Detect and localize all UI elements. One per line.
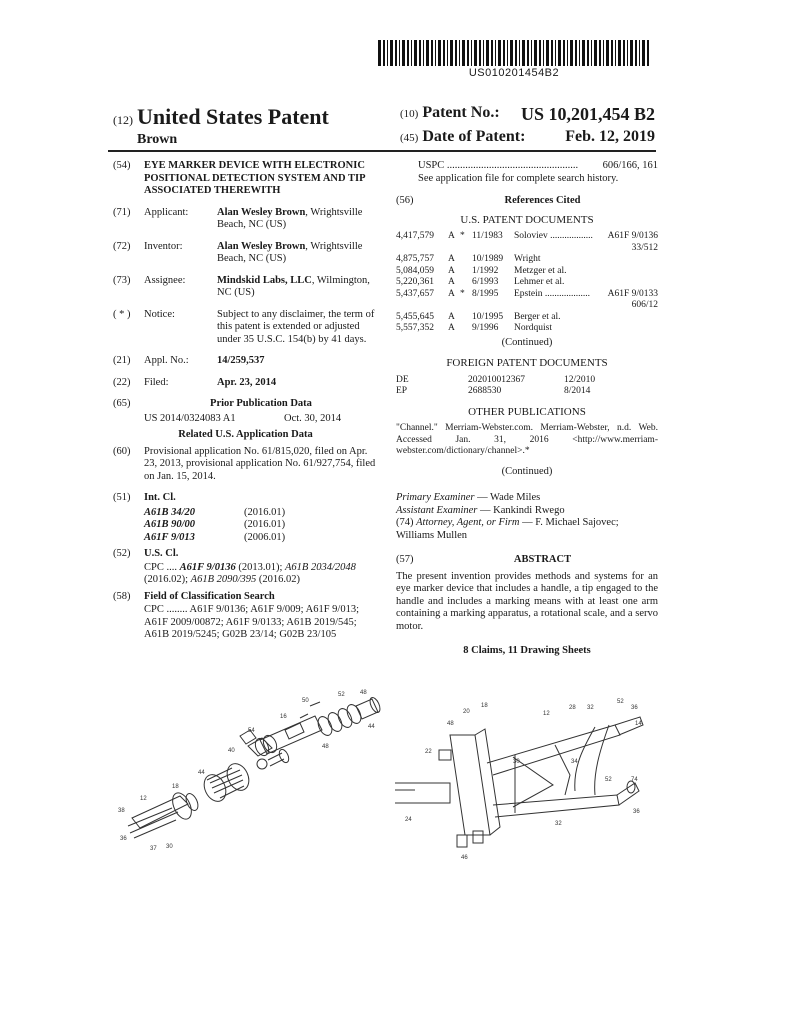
header-rule xyxy=(108,150,656,152)
barcode-bar xyxy=(627,40,628,66)
svg-text:32: 32 xyxy=(587,705,594,711)
barcode-bar xyxy=(395,40,397,66)
ref-name: Soloviev .................. xyxy=(514,231,593,241)
patent-number: US 10,201,454 B2 xyxy=(520,104,655,124)
us-doc-row xyxy=(396,254,658,266)
inventor-surname: Brown xyxy=(137,132,178,147)
svg-text:36: 36 xyxy=(120,836,127,842)
title-entry: (54) EYE MARKER DEVICE WITH ELECTRONIC POSITIONAL DETECTION SYSTEM AND TIP ASSOCIATED THEREWITH xyxy=(113,160,378,198)
barcode-bar xyxy=(510,40,513,66)
us-doc-row xyxy=(396,277,658,289)
right-column xyxy=(396,160,658,658)
barcode-bar xyxy=(603,40,604,66)
barcode-bar xyxy=(582,40,585,66)
barcode-bar xyxy=(587,40,589,66)
svg-text:12: 12 xyxy=(543,711,550,717)
related-title: Related U.S. Application Data xyxy=(178,429,313,440)
barcode-bar xyxy=(606,40,609,66)
appl-number: 14/259,537 xyxy=(217,355,265,366)
barcode-bar xyxy=(486,40,489,66)
barcode-bar xyxy=(555,40,556,66)
intcl-version: (2016.01) xyxy=(244,519,286,530)
filed-entry: (22) Filed: Apr. 23, 2014 xyxy=(113,377,378,390)
ref-name: Berger et al. xyxy=(514,311,561,322)
barcode-bar xyxy=(450,40,453,66)
inventor-entry: (72) Inventor: Alan Wesley Brown, Wrightsville Beach, NC (US) xyxy=(113,240,363,264)
date-label: Date of Patent: xyxy=(422,128,526,145)
code-12: (12) xyxy=(113,113,133,127)
barcode-bar xyxy=(407,40,409,66)
us-doc-row xyxy=(396,323,658,335)
barcode-bar xyxy=(503,40,505,66)
intcl-class: A61B 90/00 xyxy=(144,519,196,530)
prior-entry: (65) Prior Publication Data xyxy=(113,398,312,409)
foreign-country: EP xyxy=(396,386,408,396)
barcode-bar xyxy=(563,40,565,66)
ref-number: 5,455,645 xyxy=(396,311,434,322)
barcode xyxy=(378,40,650,66)
svg-text:44: 44 xyxy=(198,770,205,776)
barcode-bar xyxy=(431,40,433,66)
primary-examiner: Primary Examiner — Wade Miles xyxy=(396,492,541,503)
abstract-heading: (57) ABSTRACT xyxy=(396,554,572,565)
intcl-row xyxy=(144,532,378,545)
ref-number: 4,875,757 xyxy=(396,254,434,264)
barcode-bar xyxy=(479,40,481,66)
barcode-bar xyxy=(435,40,436,66)
barcode-bar xyxy=(455,40,457,66)
foreign-doc-row xyxy=(396,386,658,398)
claims-summary: 8 Claims, 11 Drawing Sheets xyxy=(463,645,591,656)
ref-kind: A xyxy=(448,323,455,333)
doc-type: United States Patent xyxy=(137,104,329,129)
barcode-bar xyxy=(411,40,412,66)
svg-text:50: 50 xyxy=(302,698,309,704)
ref-name: Wright xyxy=(514,254,541,264)
barcode-bar xyxy=(551,40,553,66)
uspc-line: USPC .................................................. 606/166, 161 xyxy=(418,160,658,171)
svg-text:48: 48 xyxy=(322,744,329,750)
svg-text:20: 20 xyxy=(463,709,470,715)
svg-text:46: 46 xyxy=(461,855,468,861)
ref-class-2: 33/512 xyxy=(631,242,658,253)
other-pubs-text: "Channel." Merriam-Webster.com. Merriam-Webster, n.d. Web. Accessed Jan. 31, 2016 <http://www.merriam-webster.com/dictionary/channel>.* xyxy=(396,423,658,456)
us-docs-title: U.S. PATENT DOCUMENTS xyxy=(460,213,594,226)
ref-date: 11/1983 xyxy=(472,231,503,241)
barcode-bar xyxy=(546,40,549,66)
barcode-bar xyxy=(539,40,541,66)
header-left xyxy=(113,104,329,148)
provisional-entry: (60) Provisional application No. 61/815,020, filed on Apr. 23, 2013, provisional application No. 61/927,754, filed on Jan. 15, 2014. xyxy=(113,445,376,482)
barcode-bar xyxy=(495,40,496,66)
barcode-bar xyxy=(474,40,477,66)
ref-number: 5,557,352 xyxy=(396,323,434,333)
ref-date: 6/1993 xyxy=(472,277,499,287)
barcode-bar xyxy=(534,40,537,66)
left-column xyxy=(113,160,378,642)
ref-date: 1/1992 xyxy=(472,265,499,276)
barcode-bar xyxy=(459,40,460,66)
barcode-bar xyxy=(647,40,649,66)
barcode-bar xyxy=(575,40,577,66)
assistant-examiner: Assistant Examiner — Kankindi Rwego xyxy=(396,504,565,516)
code-45: (45) xyxy=(400,132,419,144)
barcode-bar xyxy=(383,40,385,66)
intcl-class: A61F 9/013 xyxy=(144,531,195,543)
barcode-bar xyxy=(462,40,465,66)
intcl-row xyxy=(144,519,378,532)
svg-text:18: 18 xyxy=(172,784,179,790)
barcode-bar xyxy=(522,40,525,66)
code-10: (10) xyxy=(400,108,419,120)
barcode-bar xyxy=(594,40,597,66)
svg-text:52: 52 xyxy=(338,692,345,698)
foreign-doc-row xyxy=(396,375,658,387)
intcl-class: A61B 34/20 xyxy=(144,506,196,518)
cpc-line: CPC .... A61F 9/0136 (2013.01); A61B 2034/2048 (2016.02); A61B 2090/395 (2016.02) xyxy=(144,561,356,585)
barcode-bar xyxy=(570,40,573,66)
ref-date: 8/1995 xyxy=(472,288,499,299)
svg-text:18: 18 xyxy=(481,703,488,709)
abstract-text: The present invention provides methods and systems for an eye marker device that includes a handle, a tip engaged to the handle and includes a marking means with at least one arm containing a marking apparatus, a rotational scale, and a servo motor. xyxy=(396,570,658,632)
barcode-bar xyxy=(642,40,645,66)
ref-date: 9/1996 xyxy=(472,323,499,333)
refs-heading: (56) References Cited xyxy=(396,195,581,206)
barcode-bar xyxy=(527,40,529,66)
intcl-entry: (51) Int. Cl. xyxy=(113,492,176,503)
barcode-bar xyxy=(591,40,592,66)
svg-text:40: 40 xyxy=(228,748,235,754)
svg-text:54: 54 xyxy=(248,728,255,734)
ref-date: 10/1989 xyxy=(472,254,504,264)
us-doc-row-cont xyxy=(396,243,658,255)
barcode-bar xyxy=(387,40,388,66)
attorney: (74) Attorney, Agent, or Firm — F. Michael Sajovec; Williams Mullen xyxy=(396,517,619,541)
ref-kind: A xyxy=(448,254,455,264)
notice-entry: ( * ) Notice: Subject to any disclaimer, the term of this patent is extended or adjusted under 35 U.S.C. 154(b) by 41 days. xyxy=(113,308,375,345)
barcode-bar xyxy=(543,40,544,66)
ref-star xyxy=(460,266,472,278)
search-history-note: See application file for complete search history. xyxy=(418,172,619,184)
svg-text:37: 37 xyxy=(150,846,157,852)
barcode-bar xyxy=(579,40,580,66)
foreign-docs-list xyxy=(396,375,658,398)
us-doc-row xyxy=(396,266,658,278)
svg-text:38: 38 xyxy=(118,808,125,814)
uscl-entry: (52) U.S. Cl. xyxy=(113,548,179,559)
ref-name: Nordquist xyxy=(514,323,552,333)
patent-title: EYE MARKER DEVICE WITH ELECTRONIC POSITIONAL DETECTION SYSTEM AND TIP ASSOCIATED THEREWITH xyxy=(144,160,365,196)
ref-class: A61F 9/0136 xyxy=(607,231,658,241)
barcode-bar xyxy=(426,40,429,66)
foreign-number: 202010012367 xyxy=(468,374,525,385)
ref-number: 5,220,361 xyxy=(396,277,434,287)
ref-kind: A xyxy=(448,288,455,299)
barcode-bar xyxy=(447,40,448,66)
us-doc-row-cont xyxy=(396,300,658,312)
ref-kind: A xyxy=(448,277,455,287)
foreign-country: DE xyxy=(396,374,409,385)
svg-text:48: 48 xyxy=(447,721,454,727)
applicant-entry: (71) Applicant: Alan Wesley Brown, Wrightsville Beach, NC (US) xyxy=(113,206,363,230)
ref-star xyxy=(460,312,472,324)
barcode-bar xyxy=(378,40,381,66)
intcl-version: (2016.01) xyxy=(244,506,286,518)
barcode-bar xyxy=(390,40,393,66)
ref-name: Epstein ................... xyxy=(514,288,590,299)
applicant-name: Alan Wesley Brown xyxy=(217,206,306,218)
barcode-bar xyxy=(414,40,417,66)
publication-number: US010201454B2 xyxy=(468,67,560,79)
ref-class: A61F 9/0133 xyxy=(607,288,658,299)
ref-star xyxy=(460,277,472,289)
barcode-bar xyxy=(630,40,633,66)
exploded-view-drawing xyxy=(110,688,390,858)
barcode-bar xyxy=(515,40,517,66)
ref-kind: A xyxy=(448,311,455,322)
us-doc-row xyxy=(396,289,658,301)
barcode-bar xyxy=(467,40,469,66)
svg-text:24: 24 xyxy=(405,817,412,823)
appl-entry: (21) Appl. No.: 14/259,537 xyxy=(113,355,378,368)
filed-date: Apr. 23, 2014 xyxy=(217,376,277,388)
intcl-row xyxy=(144,507,378,520)
barcode-bar xyxy=(498,40,501,66)
barcode-bar xyxy=(507,40,508,66)
barcode-bar xyxy=(558,40,561,66)
ref-number: 5,437,657 xyxy=(396,288,434,299)
other-pubs-continued: (Continued) xyxy=(501,465,553,477)
svg-text:30: 30 xyxy=(166,844,173,850)
barcode-bar xyxy=(491,40,493,66)
svg-text:12: 12 xyxy=(140,796,147,802)
assignee-name: Mindskid Labs, LLC xyxy=(217,274,312,286)
barcode-bar xyxy=(611,40,613,66)
barcode-bar xyxy=(423,40,424,66)
ref-kind: A xyxy=(448,231,455,241)
prior-pub: US 2014/0324083 A1 Oct. 30, 2014 xyxy=(144,412,342,424)
barcode-bar xyxy=(399,40,400,66)
barcode-bar xyxy=(599,40,601,66)
barcode-bar xyxy=(618,40,621,66)
ref-number: 5,084,059 xyxy=(396,265,434,276)
ref-star: * xyxy=(460,231,465,241)
ref-name: Lehmer et al. xyxy=(514,277,565,287)
barcode-bar xyxy=(567,40,568,66)
intcl-list xyxy=(144,507,378,545)
assembled-view-drawing xyxy=(395,695,655,865)
barcode-bar xyxy=(438,40,441,66)
svg-text:22: 22 xyxy=(425,749,432,755)
patent-date: Feb. 12, 2019 xyxy=(565,128,655,145)
svg-text:52: 52 xyxy=(617,699,624,705)
foreign-number: 2688530 xyxy=(468,386,502,396)
barcode-bar xyxy=(402,40,405,66)
foreign-docs-title: FOREIGN PATENT DOCUMENTS xyxy=(446,357,608,369)
barcode-bar xyxy=(419,40,421,66)
us-docs-list xyxy=(396,231,658,335)
svg-text:32: 32 xyxy=(555,821,562,827)
svg-text:74: 74 xyxy=(631,777,638,783)
svg-text:36: 36 xyxy=(633,809,640,815)
svg-text:52: 52 xyxy=(605,777,612,783)
assignee-entry: (73) Assignee: Mindskid Labs, LLC, Wilmington, NC (US) xyxy=(113,274,370,298)
svg-text:30: 30 xyxy=(513,759,520,765)
patent-no-label: Patent No.: xyxy=(422,104,500,121)
field-entry: (58) Field of Classification Search xyxy=(113,590,275,602)
refs-continued: (Continued) xyxy=(501,336,553,348)
ref-name: Metzger et al. xyxy=(514,265,567,276)
barcode-bar xyxy=(519,40,520,66)
field-cpc: CPC ........ A61F 9/0136; A61F 9/009; A61F 9/013; A61F 2009/00872; A61F 9/0133; A61B 2019/545; A61B 2019/5245; G02B 23/14; G02B 23/105 xyxy=(144,604,360,640)
svg-text:28: 28 xyxy=(569,705,576,711)
header-right xyxy=(400,104,655,146)
svg-text:36: 36 xyxy=(631,705,638,711)
barcode-bar xyxy=(443,40,445,66)
us-doc-row xyxy=(396,231,658,243)
foreign-date: 8/2014 xyxy=(564,386,591,396)
foreign-date: 12/2010 xyxy=(564,374,596,385)
other-pubs-title: OTHER PUBLICATIONS xyxy=(468,405,586,418)
svg-text:16: 16 xyxy=(280,714,287,720)
intcl-version: (2006.01) xyxy=(244,531,286,543)
ref-star xyxy=(460,254,472,266)
svg-text:34: 34 xyxy=(571,759,578,765)
svg-text:48: 48 xyxy=(360,690,367,696)
barcode-bar xyxy=(471,40,472,66)
inventor-name: Alan Wesley Brown xyxy=(217,240,306,252)
us-doc-row xyxy=(396,312,658,324)
barcode-bar xyxy=(635,40,637,66)
barcode-bar xyxy=(623,40,625,66)
svg-text:14: 14 xyxy=(635,721,642,727)
barcode-bar xyxy=(483,40,484,66)
ref-number: 4,417,579 xyxy=(396,231,434,241)
ref-date: 10/1995 xyxy=(472,311,504,322)
barcode-bar xyxy=(531,40,532,66)
svg-text:44: 44 xyxy=(368,724,375,730)
ref-class-2: 606/12 xyxy=(631,300,658,310)
ref-star: * xyxy=(460,288,465,299)
barcode-bar xyxy=(639,40,640,66)
ref-kind: A xyxy=(448,265,455,276)
barcode-bar xyxy=(615,40,616,66)
ref-star xyxy=(460,323,472,335)
